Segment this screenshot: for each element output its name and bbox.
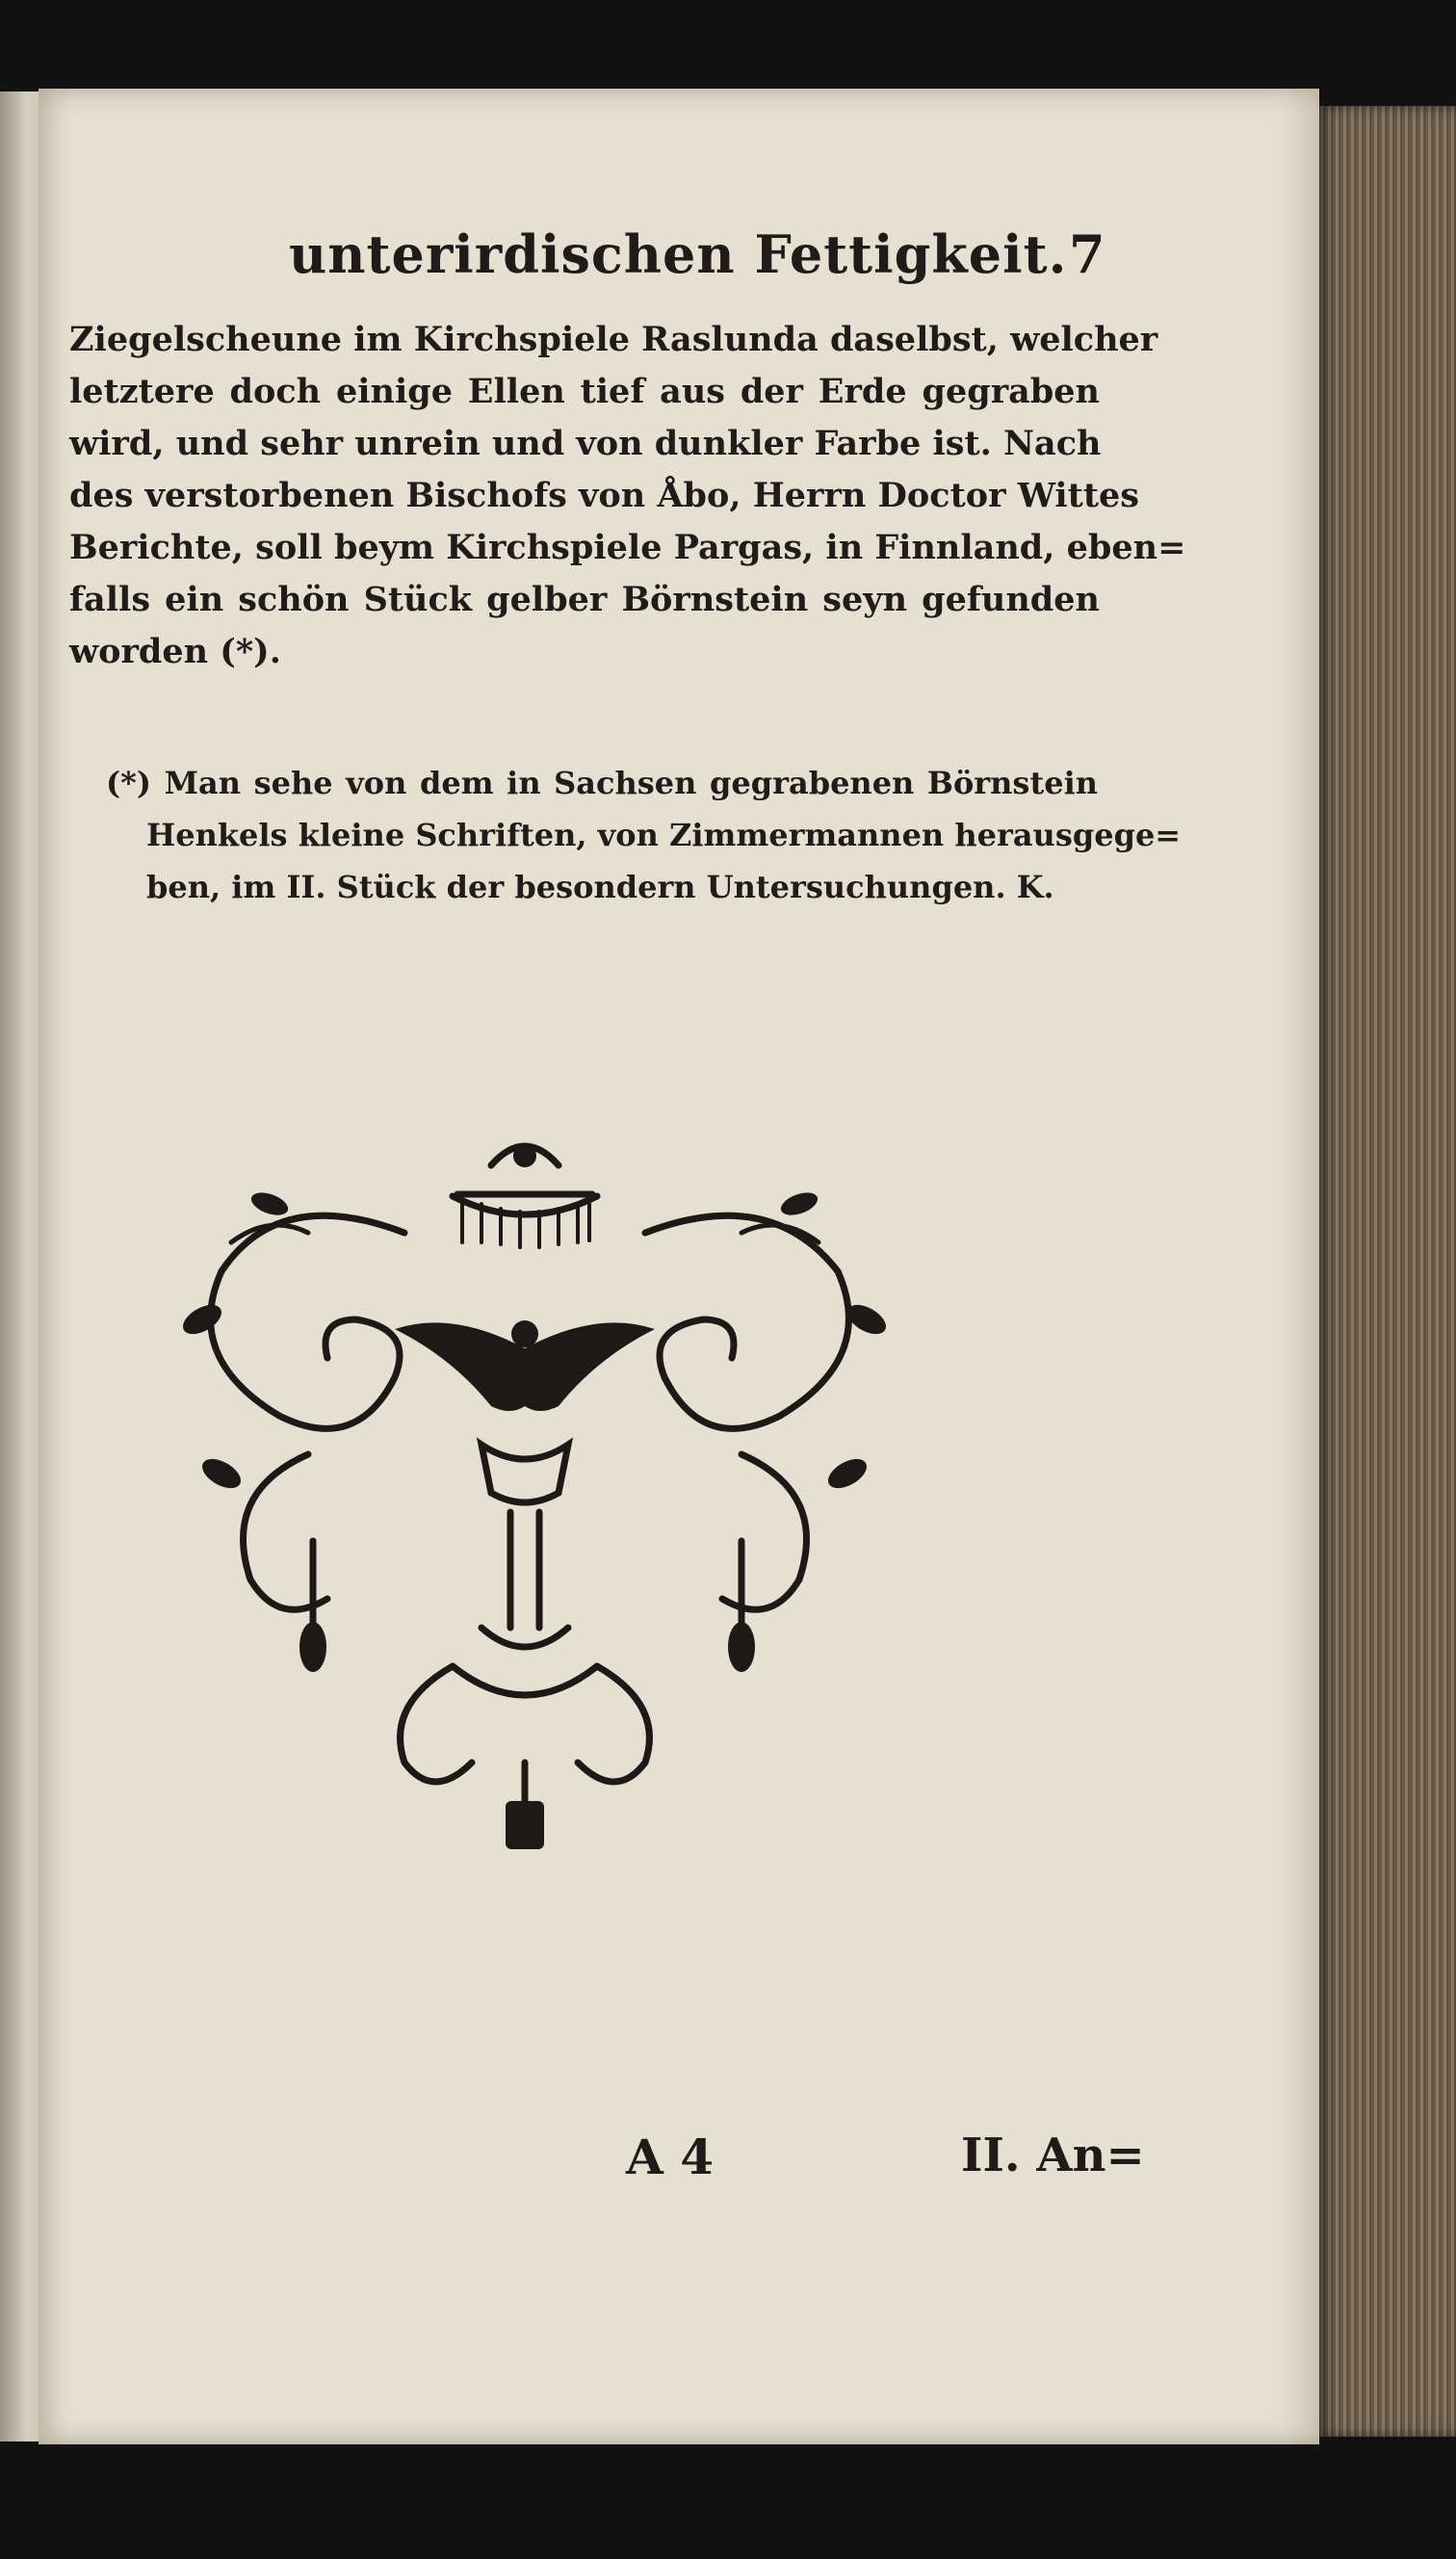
body-paragraph bbox=[69, 314, 1186, 678]
footnote-line: (*) Man sehe von dem in Sachsen gegrabenen Börnstein bbox=[106, 765, 1098, 801]
body-line: worden (*). bbox=[69, 632, 281, 671]
catchword: II. An= bbox=[961, 2128, 1145, 2182]
body-line: Berichte, soll beym Kirchspiele Pargas, in Finnland, eben= bbox=[69, 528, 1186, 567]
signature-mark: A 4 bbox=[626, 2128, 714, 2185]
footnote-line: ben, im II. Stück der besondern Untersuchungen. K. bbox=[146, 869, 1054, 905]
body-line: wird, und sehr unrein und von dunkler Farbe ist. Nach bbox=[69, 424, 1102, 463]
footnote bbox=[106, 757, 1182, 913]
running-head: unterirdischen Fettigkeit. bbox=[289, 223, 1068, 285]
body-line: letztere doch einige Ellen tief aus der Erde gegraben bbox=[69, 372, 1100, 411]
facing-page-edge bbox=[0, 91, 39, 2441]
footnote-line: Henkels kleine Schriften, von Zimmermannen herausgege= bbox=[146, 817, 1182, 853]
body-line: des verstorbenen Bischofs von Åbo, Herrn Doctor Wittes bbox=[69, 476, 1139, 515]
page-number: 7 bbox=[1069, 223, 1105, 285]
vignette-ornament bbox=[164, 1127, 1021, 1859]
body-line: Ziegelscheune im Kirchspiele Raslunda daselbst, welcher bbox=[69, 320, 1158, 359]
book-page-edges bbox=[1317, 106, 1456, 2437]
body-line: falls ein schön Stück gelber Börnstein seyn gefunden bbox=[69, 580, 1100, 619]
